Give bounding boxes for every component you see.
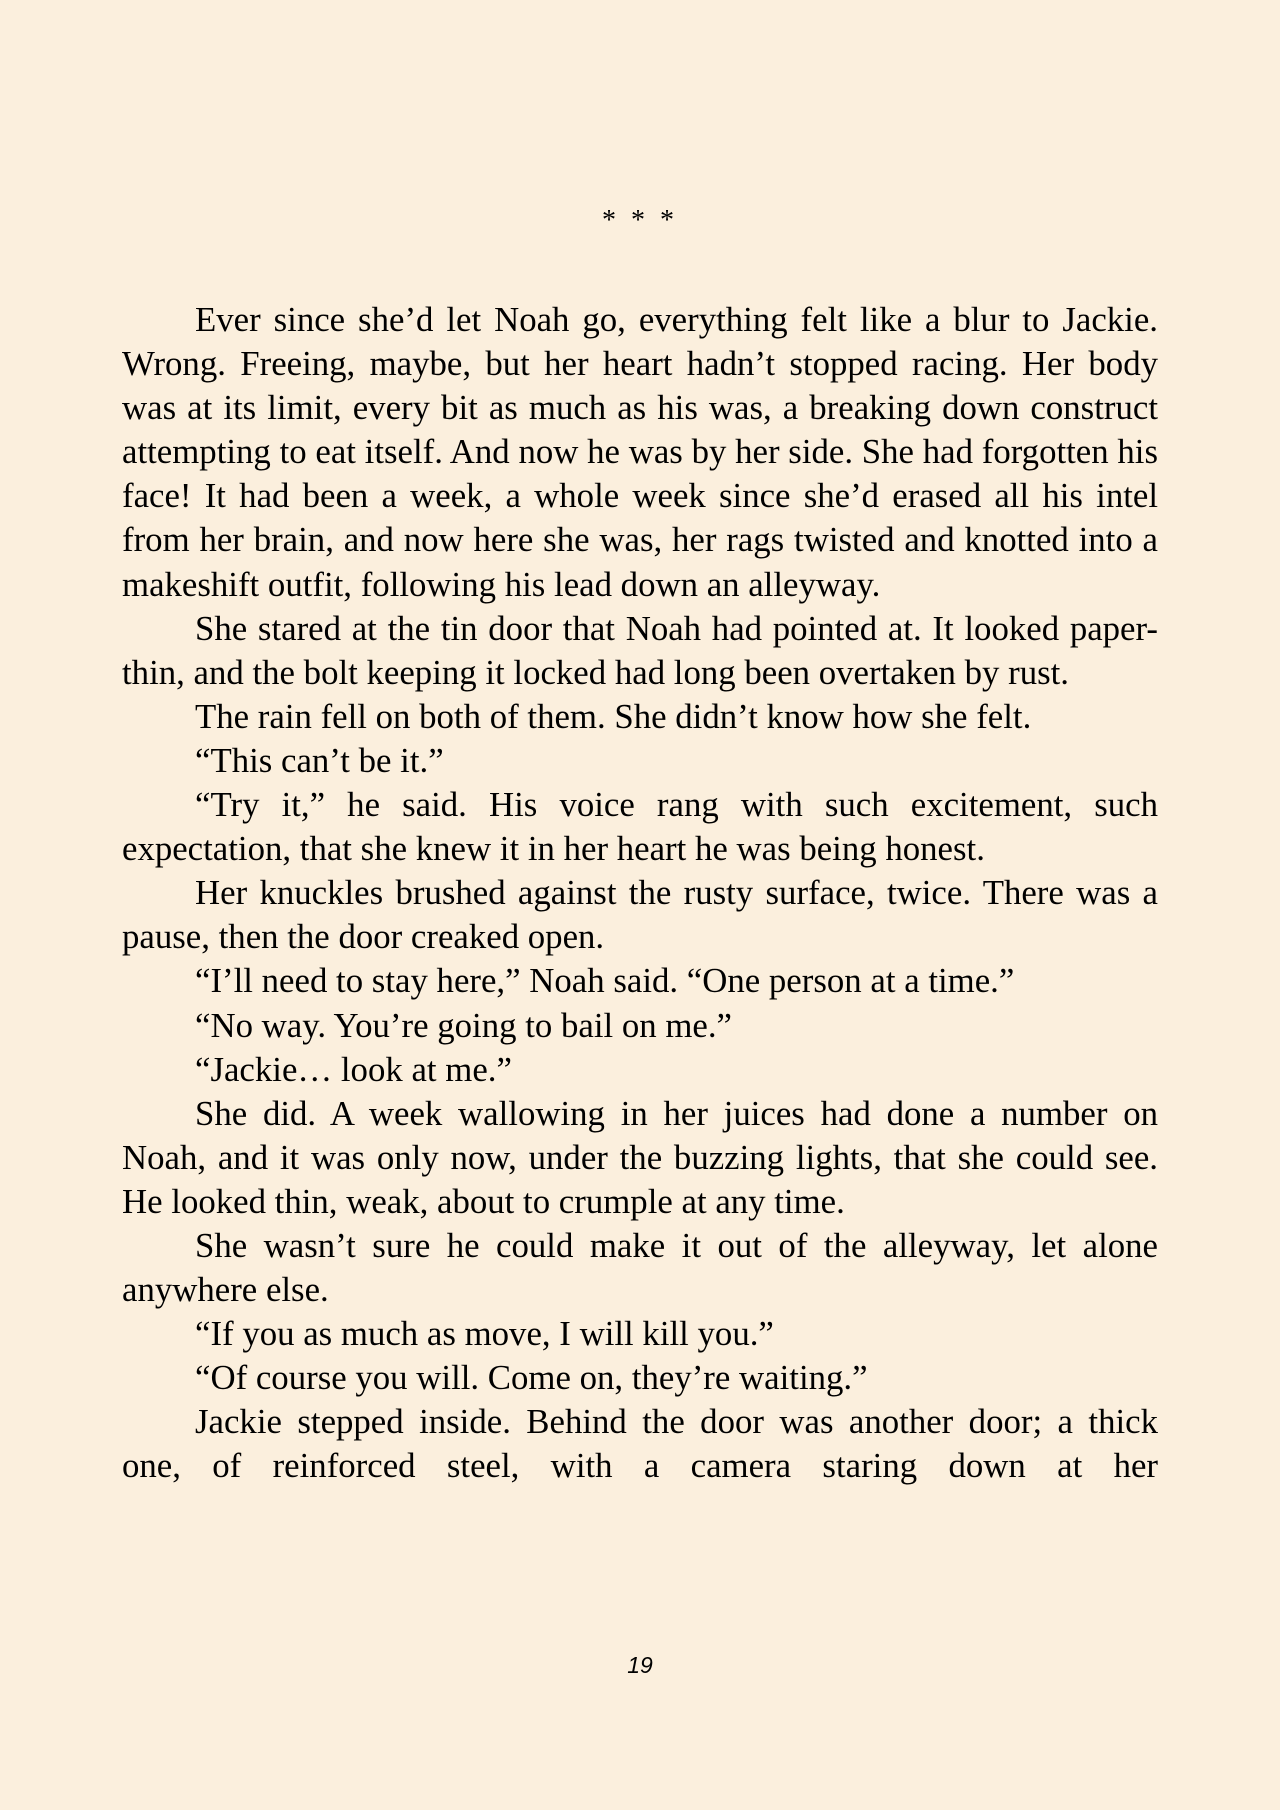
paragraph: “I’ll need to stay here,” Noah said. “One person at a time.”: [195, 961, 1015, 1001]
paragraph: Jackie stepped inside. Behind the door was another door; a thick one, of reinforced steel, with a camera staring down at her: [122, 1402, 1158, 1486]
paragraph: “Jackie… look at me.”: [195, 1049, 512, 1089]
paragraph: “Of course you will. Come on, they’re waiting.”: [195, 1358, 868, 1398]
body-text: [122, 298, 1158, 1489]
scene-break: * * *: [602, 205, 678, 236]
paragraph: The rain fell on both of them. She didn’t know how she felt.: [195, 696, 1032, 736]
paragraph: “Try it,” he said. His voice rang with such excitement, such expectation, that she knew it in her heart he was being honest.: [122, 785, 1158, 869]
paragraph: “This can’t be it.”: [195, 740, 444, 780]
paragraph: Her knuckles brushed against the rusty surface, twice. There was a pause, then the door creaked open.: [122, 873, 1158, 957]
paragraph: She stared at the tin door that Noah had pointed at. It looked paper-thin, and the bolt keeping it locked had long been overtaken by rust.: [122, 608, 1158, 692]
page-number: 19: [627, 1652, 653, 1678]
paragraph: Ever since she’d let Noah go, everything felt like a blur to Jackie. Wrong. Freeing, maybe, but her heart hadn’t stopped racing. Her body was at its limit, every bit as much as his was, a breaking down construct attempting to eat itself. And now he was by her side. She had forgotten his face! It had been a week, a whole week since she’d erased all his intel from her brain, and now here she was, her rags twisted and knotted into a makeshift outfit, following his lead down an alleyway.: [122, 300, 1158, 604]
paragraph: “If you as much as move, I will kill you.”: [195, 1314, 774, 1354]
paragraph: She did. A week wallowing in her juices had done a number on Noah, and it was only now, under the buzzing lights, that she could see. He looked thin, weak, about to crumple at any time.: [122, 1093, 1158, 1221]
paragraph: She wasn’t sure he could make it out of the alleyway, let alone anywhere else.: [122, 1225, 1158, 1310]
paragraph: “No way. You’re going to bail on me.”: [195, 1005, 733, 1045]
